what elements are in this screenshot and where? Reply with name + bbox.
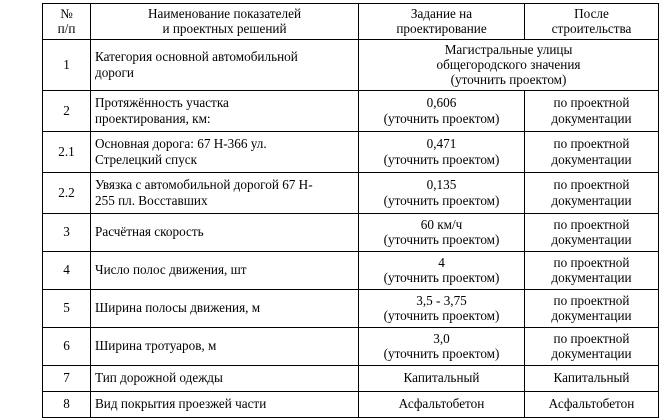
table-row <box>43 289 659 327</box>
text-line: общегородского значения <box>436 56 581 72</box>
text-line: Капитальный <box>403 370 480 386</box>
text-line: 60 км/ч <box>420 216 463 232</box>
row-number-cell: 7 <box>43 365 91 391</box>
text-line: Ширина тротуаров, м <box>95 338 217 354</box>
row-task-cell <box>359 172 525 213</box>
text-line: по проектной <box>553 216 630 232</box>
table-row <box>43 365 659 391</box>
text-line: документации <box>551 308 632 324</box>
row-number-cell: 6 <box>43 327 91 365</box>
header-cell-name <box>91 4 359 40</box>
text-line: Расчётная скорость <box>95 224 204 240</box>
text-line: документации <box>551 110 632 126</box>
text-line: 4 <box>438 254 445 270</box>
text-line: документации <box>551 346 632 362</box>
specification-table <box>42 3 659 418</box>
row-after-construction-cell <box>525 213 659 251</box>
header-cell-after <box>525 4 659 40</box>
row-after-construction-cell <box>525 327 659 365</box>
row-after-construction-cell <box>525 289 659 327</box>
header-name-line2: и проектных решений <box>162 21 287 37</box>
text-line: 3,0 <box>433 330 450 346</box>
header-after-line1: После <box>574 6 609 21</box>
text-line: (уточнить проектом) <box>383 308 500 324</box>
row-number-cell: 4 <box>43 251 91 289</box>
text-line: по проектной <box>553 136 630 152</box>
text-line: (уточнить проектом) <box>383 151 500 167</box>
row-number-cell: 2.2 <box>43 172 91 213</box>
row-after-construction-cell <box>525 365 659 391</box>
header-after-line2: строительства <box>551 21 632 37</box>
table-row <box>43 251 659 289</box>
row-task-cell <box>359 289 525 327</box>
table-header-row <box>43 4 659 40</box>
row-task-cell <box>359 251 525 289</box>
row-task-cell <box>359 365 525 391</box>
table-row <box>43 172 659 213</box>
text-line: (уточнить проектом) <box>383 232 500 248</box>
row-number-cell: 1 <box>43 39 91 90</box>
text-line: (уточнить проектом) <box>383 346 500 362</box>
row-number-cell: 8 <box>43 391 91 417</box>
row-indicator-name-cell <box>91 365 359 391</box>
text-line: 0,135 <box>426 177 457 193</box>
row-task-cell <box>359 327 525 365</box>
text-line: документации <box>551 270 632 286</box>
header-name-line1: Наименование показателей <box>148 6 301 21</box>
row-number-cell: 3 <box>43 213 91 251</box>
text-line: (уточнить проектом) <box>383 270 500 286</box>
text-line: Магистральные улицы <box>444 41 573 57</box>
row-after-construction-cell <box>525 251 659 289</box>
text-line: по проектной <box>553 254 630 270</box>
table-row <box>43 391 659 417</box>
text-line: (уточнить проектом) <box>383 110 500 126</box>
row-number-cell: 2 <box>43 90 91 131</box>
table-row <box>43 39 659 90</box>
text-line: Основная дорога: 67 Н-366 ул. <box>95 136 267 152</box>
text-line: Капитальный <box>553 370 630 386</box>
row-indicator-name-cell <box>91 289 359 327</box>
text-line: Число полос движения, шт <box>95 262 247 278</box>
text-line: Тип дорожной одежды <box>95 370 223 386</box>
header-num-line2: п/п <box>57 21 76 37</box>
text-line: 0,606 <box>426 95 457 111</box>
row-task-cell <box>359 39 659 90</box>
text-line: Категория основной автомобильной <box>95 49 298 65</box>
text-line: Увязка с автомобильной дорогой 67 Н- <box>95 177 313 193</box>
row-indicator-name-cell <box>91 90 359 131</box>
table-row <box>43 131 659 172</box>
row-number-cell: 5 <box>43 289 91 327</box>
text-line: 255 пл. Восставших <box>95 192 208 208</box>
row-indicator-name-cell <box>91 327 359 365</box>
text-line: по проектной <box>553 292 630 308</box>
table-row <box>43 213 659 251</box>
text-line: по проектной <box>553 177 630 193</box>
text-line: дороги <box>95 64 134 80</box>
row-number-cell: 2.1 <box>43 131 91 172</box>
row-task-cell <box>359 391 525 417</box>
row-after-construction-cell <box>525 131 659 172</box>
row-task-cell <box>359 131 525 172</box>
text-line: Протяжённость участка <box>95 95 229 111</box>
row-indicator-name-cell <box>91 213 359 251</box>
text-line: документации <box>551 151 632 167</box>
text-line: по проектной <box>553 330 630 346</box>
row-indicator-name-cell <box>91 39 359 90</box>
text-line: Вид покрытия проезжей части <box>95 396 267 412</box>
header-cell-task <box>359 4 525 40</box>
text-line: документации <box>551 232 632 248</box>
header-cell-num <box>43 4 91 40</box>
row-indicator-name-cell <box>91 251 359 289</box>
table-row <box>43 327 659 365</box>
text-line: Асфальтобетон <box>548 396 635 412</box>
text-line: (уточнить проектом) <box>383 192 500 208</box>
text-line: документации <box>551 192 632 208</box>
text-line: (уточнить проектом) <box>450 72 567 88</box>
row-indicator-name-cell <box>91 172 359 213</box>
row-after-construction-cell <box>525 391 659 417</box>
header-task-line2: проектирование <box>396 21 487 37</box>
text-line: Асфальтобетон <box>398 396 485 412</box>
row-after-construction-cell <box>525 172 659 213</box>
text-line: по проектной <box>553 95 630 111</box>
text-line: Ширина полосы движения, м <box>95 300 261 316</box>
text-line: 0,471 <box>426 136 457 152</box>
row-after-construction-cell <box>525 90 659 131</box>
row-indicator-name-cell <box>91 131 359 172</box>
row-task-cell <box>359 213 525 251</box>
row-indicator-name-cell <box>91 391 359 417</box>
table-row <box>43 90 659 131</box>
text-line: Стрелецкий спуск <box>95 151 198 167</box>
text-line: проектирования, км: <box>95 110 211 126</box>
row-task-cell <box>359 90 525 131</box>
text-line: 3,5 - 3,75 <box>416 292 467 308</box>
header-task-line1: Задание на <box>410 6 473 21</box>
header-num-line1: № <box>60 6 73 21</box>
